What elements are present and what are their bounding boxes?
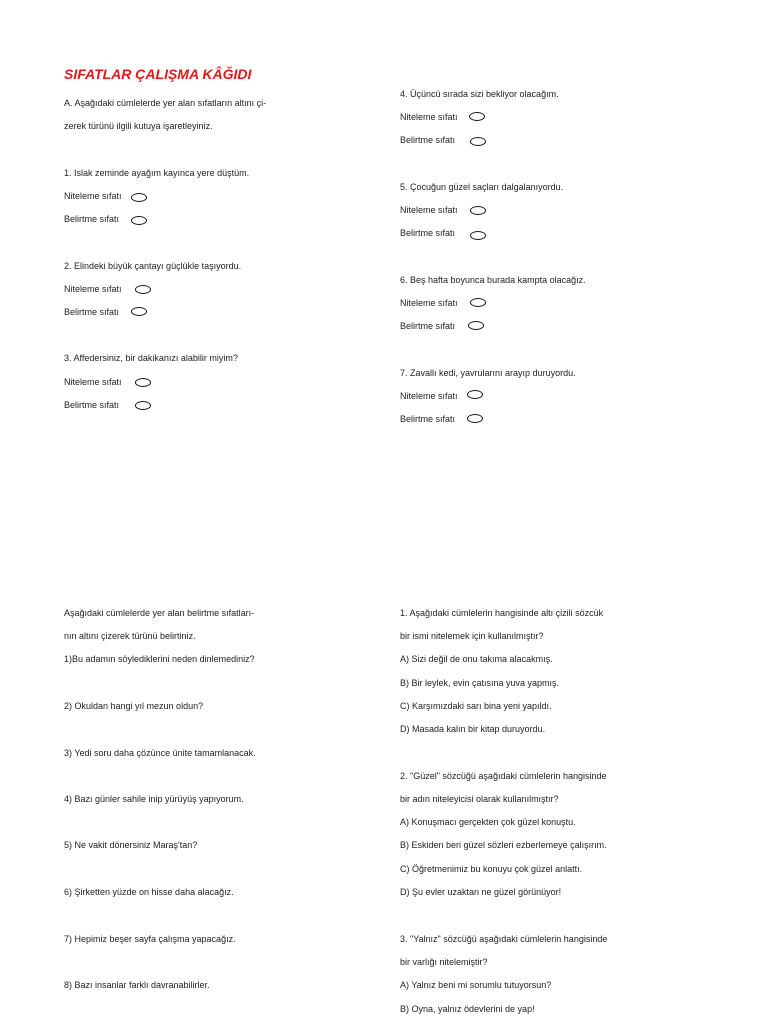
section-b-item-5: 5) Ne vakit dönersiniz Maraş'tan? (64, 840, 198, 850)
question-3: 3. Affedersiniz, bir dakikanızı alabilir miyim? (64, 353, 238, 363)
option-niteleme-label: Niteleme sıfatı (400, 112, 458, 122)
q6-niteleme-oval[interactable] (470, 298, 486, 307)
question-6: 6. Beş hafta boyunca burada kampta olacağız. (400, 275, 586, 285)
mcq-3-stem-line2: bir varlığı nitelemiştir? (400, 957, 488, 967)
mcq-3-option-a: A) Yalnız beni mi sorumlu tutuyorsun? (400, 980, 552, 990)
option-niteleme-label: Niteleme sıfatı (400, 298, 458, 308)
mcq-3-option-b: B) Oyna, yalnız ödevlerini de yap! (400, 1004, 535, 1014)
option-niteleme-label: Niteleme sıfatı (64, 377, 122, 387)
q2-niteleme-oval[interactable] (135, 285, 151, 294)
question-1: 1. Islak zeminde ayağım kayınca yere düştüm. (64, 168, 250, 178)
q3-belirtme-oval[interactable] (135, 401, 151, 410)
q3-niteleme-oval[interactable] (135, 378, 151, 387)
option-belirtme-label: Belirtme sıfatı (400, 135, 456, 145)
option-niteleme-label: Niteleme sıfatı (400, 205, 458, 215)
mcq-1-option-c: C) Karşımızdaki sarı bina yeni yapıldı. (400, 701, 552, 711)
mcq-2-option-b: B) Eskiden beri güzel sözleri ezberlemeye çalışırım. (400, 840, 607, 850)
option-belirtme-label: Belirtme sıfatı (64, 307, 120, 317)
section-b-item-6: 6) Şirketten yüzde on hisse daha alacağız. (64, 887, 234, 897)
section-b-item-4: 4) Bazı günler sahile inip yürüyüş yapıyorum. (64, 794, 244, 804)
mcq-2-option-c: C) Öğretmenimiz bu konuyu çok güzel anlattı. (400, 864, 583, 874)
mcq-2-option-a: A) Konuşmacı gerçekten çok güzel konuştu. (400, 817, 576, 827)
section-b-instruction-line2: nın altını çizerek türünü belirtiniz. (64, 631, 196, 641)
question-2: 2. Elindeki büyük çantayı güçlükle taşıyordu. (64, 261, 242, 271)
option-niteleme-label: Niteleme sıfatı (64, 284, 122, 294)
section-b-item-8: 8) Bazı insanlar farklı davranabilirler. (64, 980, 210, 990)
q4-belirtme-oval[interactable] (470, 137, 486, 146)
q5-niteleme-oval[interactable] (470, 206, 486, 215)
section-a-instruction-line2: zerek türünü ilgili kutuya işaretleyiniz. (64, 121, 213, 131)
q5-belirtme-oval[interactable] (470, 231, 486, 240)
q7-belirtme-oval[interactable] (467, 414, 483, 423)
section-a-instruction-line1: A. Aşağıdaki cümlelerde yer alan sıfatların altını çi- (64, 98, 267, 108)
section-b-item-3: 3) Yedi soru daha çözünce ünite tamamlanacak. (64, 748, 256, 758)
option-belirtme-label: Belirtme sıfatı (64, 400, 120, 410)
mcq-1-stem-line1: 1. Aşağıdaki cümlelerin hangisinde altı çizili sözcük (400, 608, 604, 618)
question-4: 4. Üçüncü sırada sizi bekliyor olacağım. (400, 89, 559, 99)
mcq-2-stem-line2: bir adın niteleyicisi olarak kullanılmıştır? (400, 794, 559, 804)
option-niteleme-label: Niteleme sıfatı (400, 391, 458, 401)
q4-niteleme-oval[interactable] (469, 112, 485, 121)
mcq-2-stem-line1: 2. "Güzel" sözcüğü aşağıdaki cümlelerin hangisinde (400, 771, 607, 781)
option-niteleme-label: Niteleme sıfatı (64, 191, 122, 201)
section-b-item-2: 2) Okuldan hangi yıl mezun oldun? (64, 701, 204, 711)
section-b-item-7: 7) Hepimiz beşer sayfa çalışma yapacağız. (64, 934, 236, 944)
option-belirtme-label: Belirtme sıfatı (400, 414, 456, 424)
section-b-instruction-line1: Aşağıdaki cümlelerde yer alan belirtme sıfatları- (64, 608, 255, 618)
mcq-1-option-a: A) Sizi değil de onu takıma alacakmış. (400, 654, 553, 664)
question-5: 5. Çocuğun güzel saçları dalgalanıyordu. (400, 182, 564, 192)
mcq-1-option-d: D) Masada kalın bir kitap duruyordu. (400, 724, 546, 734)
q2-belirtme-oval[interactable] (131, 307, 147, 316)
mcq-2-option-d: D) Şu evler uzaktan ne güzel görünüyor! (400, 887, 562, 897)
option-belirtme-label: Belirtme sıfatı (400, 321, 456, 331)
q1-niteleme-oval[interactable] (131, 193, 147, 202)
q1-belirtme-oval[interactable] (131, 216, 147, 225)
page-title: SIFATLAR ÇALIŞMA KÂĞIDI (64, 66, 252, 82)
option-belirtme-label: Belirtme sıfatı (64, 214, 120, 224)
section-b-item-1: 1)Bu adamın söylediklerini neden dinlemediniz? (64, 654, 255, 664)
mcq-1-option-b: B) Bir leylek, evin çatısına yuva yapmış. (400, 678, 560, 688)
question-7: 7. Zavallı kedi, yavrularını arayıp duruyordu. (400, 368, 576, 378)
q6-belirtme-oval[interactable] (468, 321, 484, 330)
option-belirtme-label: Belirtme sıfatı (400, 228, 456, 238)
mcq-3-stem-line1: 3. "Yalnız" sözcüğü aşağıdaki cümlelerin hangisinde (400, 934, 608, 944)
mcq-1-stem-line2: bir ismi nitelemek için kullanılmıştır? (400, 631, 544, 641)
q7-niteleme-oval[interactable] (467, 390, 483, 399)
